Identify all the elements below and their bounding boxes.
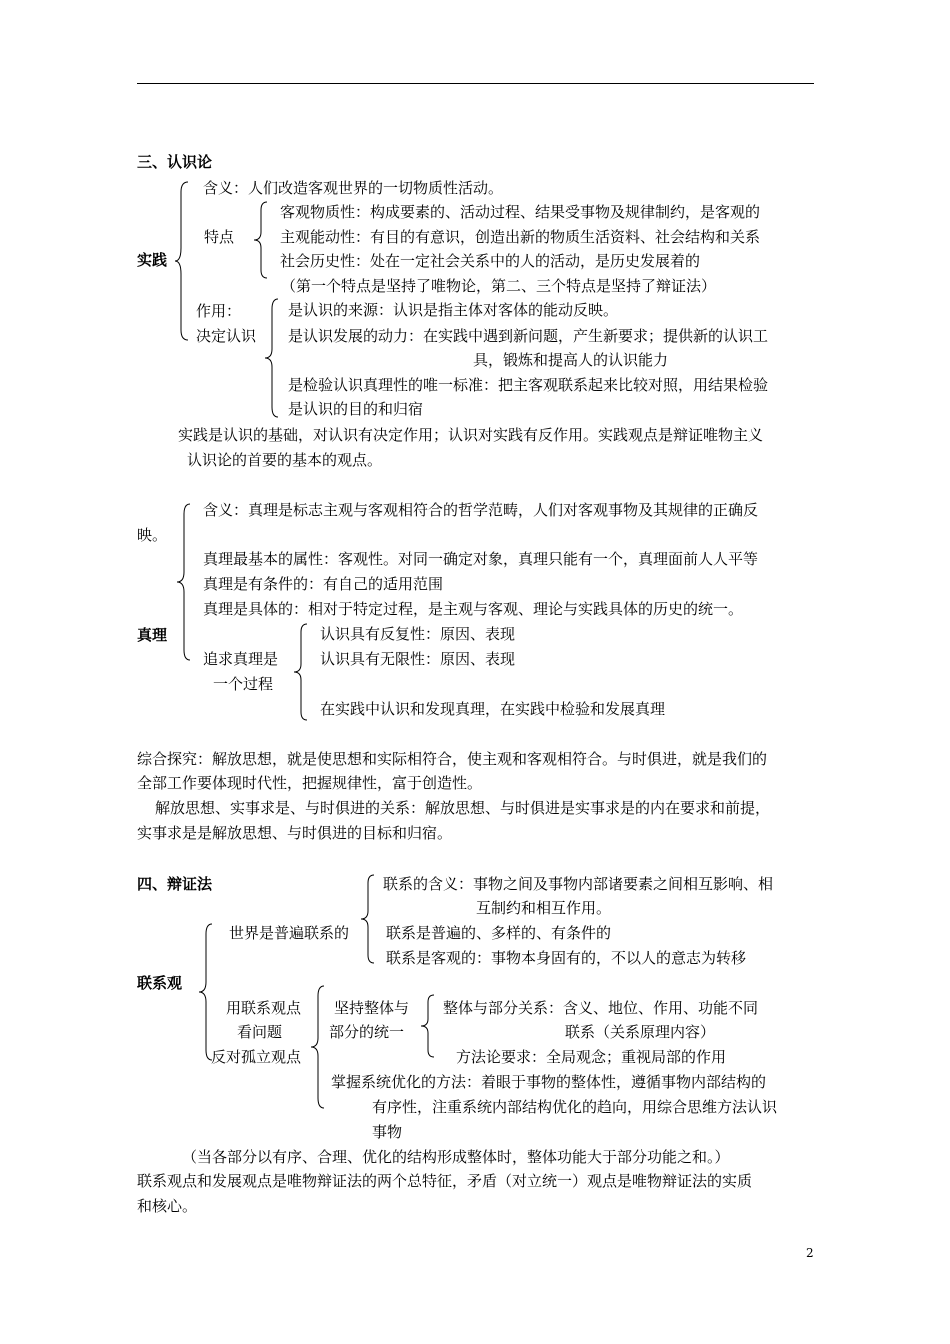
method-label: 用联系观点 <box>226 999 302 1017</box>
pursuit-item: 认识具有反复性：原因、表现 <box>320 625 516 643</box>
whole-note: （当各部分以有序、合理、优化的结构形成整体时，整体功能大于部分功能之和。） <box>182 1148 730 1166</box>
method-label: 看问题 <box>237 1023 283 1041</box>
relation-text: 解放思想、实事求是、与时俱进的关系：解放思想、与时俱进是实事求是的内在要求和前提， <box>155 799 771 817</box>
conclusion-text: 联系观点和发展观点是唯物辩证法的两个总特征，矛盾（对立统一）观点是唯物辩证法的实质 <box>137 1172 753 1190</box>
practice-summary: 认识论的首要的基本的观点。 <box>187 451 383 469</box>
whole-item: 方法论要求：全局观念；重视局部的作用 <box>456 1048 727 1066</box>
practice-brace <box>174 180 190 342</box>
universal-label: 世界是普遍联系的 <box>229 924 350 942</box>
section-heading-dialectics-text: 四、辩证法 <box>137 875 213 893</box>
feature-item: 主观能动性：有目的有意识，创造出新的物质生活资料、社会结构和关系 <box>280 228 761 246</box>
feature-item: 客观物质性：构成要素的、活动过程、结果受事物及规律制约，是客观的 <box>280 203 761 221</box>
universal-item: 互制约和相互作用。 <box>476 899 612 917</box>
universal-items-brace <box>360 873 376 965</box>
truth-item: 真理是有条件的：有自己的适用范围 <box>203 575 444 593</box>
conclusion-text: 和核心。 <box>137 1197 198 1215</box>
pursuit-label: 一个过程 <box>213 675 274 693</box>
practice-role-label: 决定认识 <box>196 327 257 345</box>
roles-brace <box>264 297 280 419</box>
whole-item: 整体与部分关系：含义、地位、作用、功能不同 <box>443 999 759 1017</box>
synthesis-text: 全部工作要体现时代性，把握规律性，富于创造性。 <box>137 774 483 792</box>
truth-meaning: 映。 <box>137 526 168 544</box>
method-label: 反对孤立观点 <box>211 1048 302 1066</box>
link-view-label: 联系观 <box>137 974 183 992</box>
universal-item: 联系是普遍的、多样的、有条件的 <box>386 924 612 942</box>
method-brace <box>310 984 326 1110</box>
truth-label: 真理 <box>137 626 168 644</box>
truth-item: 真理最基本的属性：客观性。对同一确定对象，真理只能有一个，真理面前人人平等 <box>203 550 759 568</box>
synthesis-text: 综合探究：解放思想，就是使思想和实际相符合，使主观和客观相符合。与时俱进，就是我们的 <box>137 750 768 768</box>
practice-role-label: 作用： <box>196 302 242 320</box>
role-item: 是检验认识真理性的唯一标准：把主客观联系起来比较对照，用结果检验 <box>288 376 769 394</box>
feature-item: 社会历史性：处在一定社会关系中的人的活动，是历史发展着的 <box>280 252 701 270</box>
universal-item: 联系的含义：事物之间及事物内部诸要素之间相互影响、相 <box>383 875 774 893</box>
truth-item: 真理是具体的：相对于特定过程，是主观与客观、理论与实践具体的历史的统一。 <box>203 600 744 618</box>
features-brace <box>253 200 269 280</box>
link-brace <box>198 922 214 1062</box>
universal-item: 联系是客观的：事物本身固有的，不以人的意志为转移 <box>386 949 747 967</box>
role-item: 是认识的来源：认识是指主体对客体的能动反映。 <box>288 301 619 319</box>
practice-summary: 实践是认识的基础，对认识有决定作用；认识对实践有反作用。实践观点是辩证唯物主义 <box>178 426 764 444</box>
relation-text: 实事求是是解放思想、与时俱进的目标和归宿。 <box>137 824 453 842</box>
pursuit-item: 在实践中认识和发现真理，在实践中检验和发展真理 <box>320 700 666 718</box>
system-text: 事物 <box>372 1123 403 1141</box>
pursuit-label: 追求真理是 <box>203 650 279 668</box>
features-note: （第一个特点是坚持了唯物论，第二、三个特点是坚持了辩证法） <box>281 277 717 295</box>
pursuit-item: 认识具有无限性：原因、表现 <box>320 650 516 668</box>
practice-label: 实践 <box>137 251 168 269</box>
pursuit-brace <box>293 622 309 722</box>
role-item: 是认识发展的动力：在实践中遇到新问题，产生新要求；提供新的认识工 <box>288 327 769 345</box>
page-number: 2 <box>806 1246 814 1260</box>
header-rule <box>137 83 814 84</box>
practice-meaning: 含义：人们改造客观世界的一切物质性活动。 <box>203 179 504 197</box>
whole-item: 联系（关系原理内容） <box>565 1023 716 1041</box>
section-heading-dialectics <box>137 874 212 894</box>
whole-label: 部分的统一 <box>329 1023 405 1041</box>
truth-brace <box>176 502 192 662</box>
system-text: 有序性，注重系统内部结构优化的趋向，用综合思维方法认识 <box>372 1098 778 1116</box>
practice-features-label: 特点 <box>204 228 235 246</box>
whole-brace <box>420 993 436 1059</box>
system-text: 掌握系统优化的方法：着眼于事物的整体性，遵循事物内部结构的 <box>331 1073 767 1091</box>
section-heading-epistemology: 三、认识论 <box>137 153 213 171</box>
role-item: 具，锻炼和提高人的认识能力 <box>473 351 669 369</box>
truth-meaning: 含义：真理是标志主观与客观相符合的哲学范畴，人们对客观事物及其规律的正确反 <box>203 501 759 519</box>
whole-label: 坚持整体与 <box>334 999 410 1017</box>
role-item: 是认识的目的和归宿 <box>288 400 424 418</box>
